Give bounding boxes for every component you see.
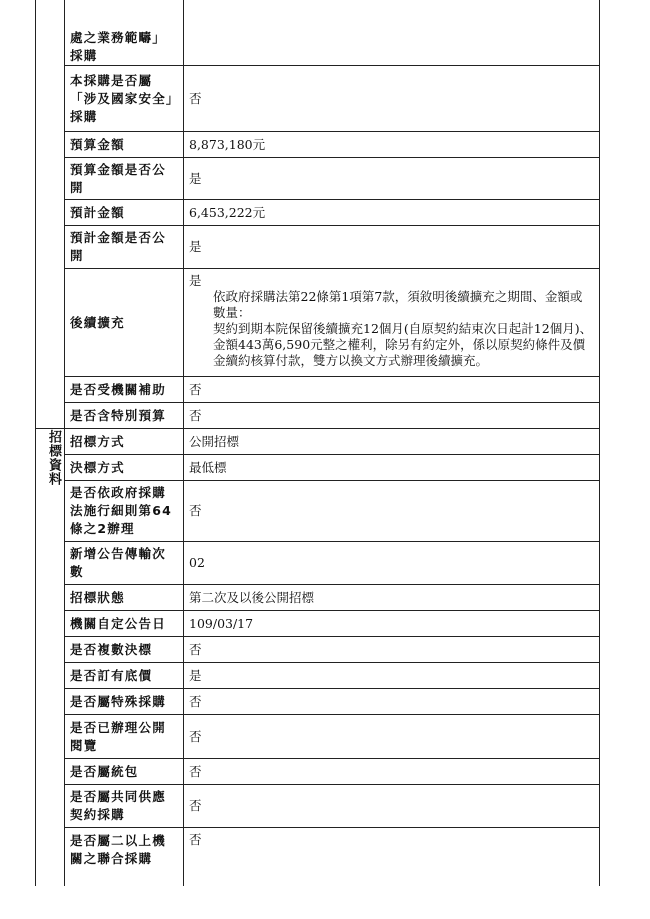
- value-estimated-amount: 6,453,222元: [189, 204, 266, 220]
- label-budget-public: 預算金額是否公開: [70, 161, 166, 195]
- table-right-border: [599, 0, 600, 886]
- value-public-review: 否: [189, 728, 202, 744]
- label-special-procurement: 是否屬特殊採購: [70, 693, 166, 709]
- value-estimated-public: 是: [189, 239, 202, 254]
- label-public-review: 是否已辦理公開閱覽: [70, 719, 166, 753]
- label-award-method: 決標方式: [70, 459, 125, 475]
- label-special-budget: 是否含特別預算: [70, 407, 166, 423]
- label-estimated-public: 預計金額是否公開: [70, 230, 166, 263]
- section-title-tender-info: 招標資料: [46, 430, 61, 486]
- follow-up-legal-basis: 依政府採購法第22條第1項第7款，須敘明後續擴充之期間、金額或數量：: [213, 289, 583, 320]
- value-tender-method: 公開招標: [189, 433, 240, 449]
- value-national-security: 否: [189, 90, 202, 106]
- label-agency-subsidy: 是否受機關補助: [70, 381, 166, 397]
- value-tender-status: 第二次及以後公開招標: [189, 589, 315, 605]
- table-left-border: [35, 0, 36, 886]
- value-joint-procurement: 否: [189, 832, 202, 847]
- value-budget-amount: 8,873,180元: [189, 136, 266, 152]
- value-special-procurement: 否: [189, 693, 202, 709]
- value-announcement-date: 109/03/17: [189, 615, 254, 631]
- label-estimated-amount: 預計金額: [70, 204, 125, 220]
- label-value-divider: [183, 0, 184, 886]
- label-follow-up-expansion: 後續擴充: [70, 314, 125, 330]
- value-turnkey: 否: [189, 763, 202, 779]
- label-tender-status: 招標狀態: [70, 589, 125, 605]
- label-tender-method: 招標方式: [70, 433, 125, 449]
- value-multiple-award: 否: [189, 641, 202, 657]
- label-national-security: 本採購是否屬「涉及國家安全」採購: [70, 72, 174, 124]
- section-column-divider: [64, 0, 65, 886]
- value-award-method: 最低標: [189, 459, 227, 475]
- label-announcement-date: 機關自定公告日: [70, 615, 166, 631]
- label-joint-supply-contract: 是否屬共同供應契約採購: [70, 789, 166, 822]
- value-business-scope: [185, 28, 597, 65]
- label-turnkey: 是否屬統包: [70, 763, 139, 779]
- value-transmission-count: 02: [189, 555, 205, 570]
- follow-up-details: 契約到期本院保留後續擴充12個月(自原契約結束次日起計12個月)、金額443萬6,590元整之權利，除另有約定外，係以原契約條件及價金續約核算付款，雙方以換文方式辦理後續擴充。: [213, 321, 593, 368]
- value-follow-up-expansion: [185, 269, 597, 376]
- value-budget-public: 是: [189, 170, 202, 186]
- value-agency-subsidy: 否: [189, 381, 202, 397]
- label-budget-amount: 預算金額: [70, 136, 125, 152]
- value-joint-supply-contract: 否: [189, 798, 202, 813]
- label-transmission-count: 新增公告傳輸次數: [70, 546, 166, 579]
- label-article-64-2: 是否依政府採購法施行細則第64條之2辦理: [70, 485, 172, 536]
- follow-up-answer: 是: [189, 273, 202, 288]
- value-reserve-price: 是: [189, 667, 202, 683]
- label-multiple-award: 是否複數決標: [70, 641, 153, 657]
- label-reserve-price: 是否訂有底價: [70, 667, 153, 683]
- label-joint-procurement: 是否屬二以上機關之聯合採購: [70, 833, 166, 866]
- label-business-scope: 處之業務範疇」採購: [70, 29, 166, 63]
- value-article-64-2: 否: [189, 503, 202, 518]
- value-special-budget: 否: [189, 407, 202, 423]
